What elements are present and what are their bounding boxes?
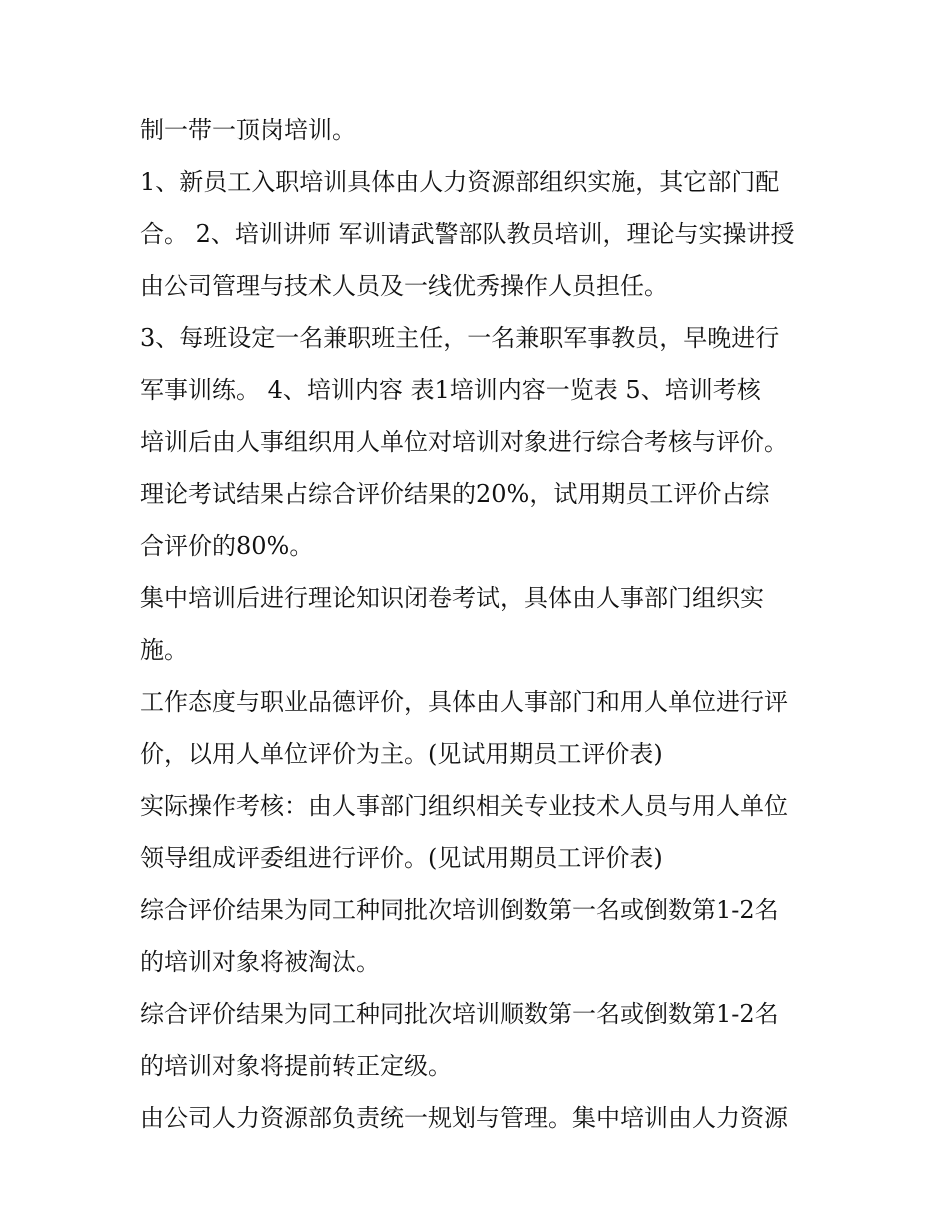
text-line: 的培训对象将被淘汰。 [140,948,380,976]
document-body [140,104,830,1144]
text-line: 由公司管理与技术人员及一线优秀操作人员担任。 [140,272,668,300]
text-line: 制一带一顶岗培训。 [140,116,356,144]
text-line: 合评价的80%。 [140,532,314,560]
text-line: 合。 2、培训讲师 军训请武警部队教员培训，理论与实操讲授 [140,220,795,248]
text-line: 施。 [140,636,188,664]
text-line: 培训后由人事组织用人单位对培训对象进行综合考核与评价。 [140,428,788,456]
text-line: 价，以用人单位评价为主。(见试用期员工评价表) [140,740,663,768]
text-line: 集中培训后进行理论知识闭卷考试，具体由人事部门组织实 [140,584,764,612]
text-line: 工作态度与职业品德评价，具体由人事部门和用人单位进行评 [140,688,788,716]
text-line: 综合评价结果为同工种同批次培训倒数第一名或倒数第1-2名 [140,896,779,924]
text-line: 的培训对象将提前转正定级。 [140,1052,452,1080]
text-line: 3、每班设定一名兼职班主任，一名兼职军事教员，早晚进行 [140,324,780,352]
text-line: 领导组成评委组进行评价。(见试用期员工评价表) [140,844,663,872]
text-line: 由公司人力资源部负责统一规划与管理。集中培训由人力资源 [140,1104,788,1132]
text-line: 综合评价结果为同工种同批次培训顺数第一名或倒数第1-2名 [140,1000,779,1028]
text-line: 实际操作考核：由人事部门组织相关专业技术人员与用人单位 [140,792,788,820]
text-line: 理论考试结果占综合评价结果的20%，试用期员工评价占综 [140,480,770,508]
text-line: 军事训练。 4、培训内容 表1培训内容一览表 5、培训考核 [140,376,761,404]
text-line: 1、新员工入职培训具体由人力资源部组织实施，其它部门配 [140,168,780,196]
